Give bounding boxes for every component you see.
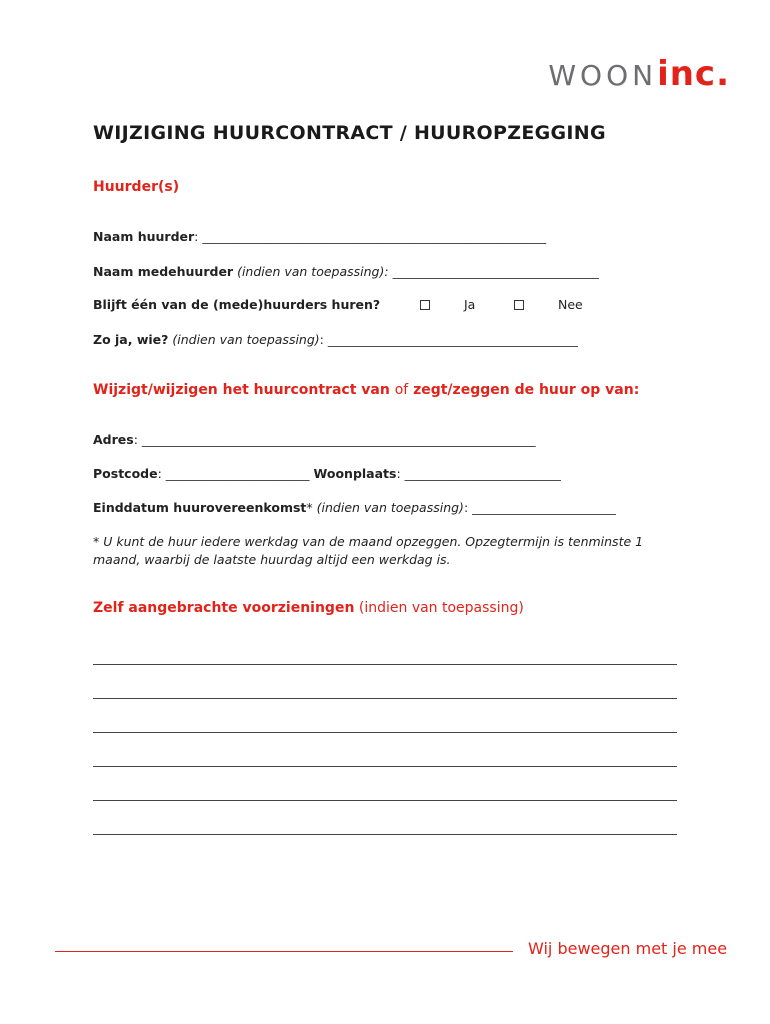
postcode-row (93, 466, 561, 481)
zoja-field[interactable]: ________________________________________ (327, 332, 578, 347)
zoja-hint: (indien van toepassing) (172, 332, 320, 347)
naam-huurder-row (93, 229, 546, 244)
heading-wijzigt: Wijzigt/wijzigen het huurcontract van (93, 382, 390, 398)
zoja-sep: : (319, 332, 324, 347)
adres-label: Adres (93, 432, 134, 447)
zoja-row (93, 332, 578, 347)
nee-checkbox[interactable] (514, 300, 524, 310)
section-wijzigt-heading (93, 382, 639, 398)
wooninc-logo (548, 54, 730, 94)
woonplaats-field[interactable]: _________________________ (404, 466, 561, 481)
einddatum-hint: (indien van toepassing) (316, 500, 464, 515)
postcode-sep: : (157, 466, 162, 481)
footer-divider (55, 951, 513, 952)
voorzieningen-line-3[interactable] (93, 732, 677, 733)
adres-field[interactable]: _______________________________________________________________ (141, 432, 536, 447)
section-voorzieningen-heading (93, 600, 524, 616)
naam-medehuurder-label: Naam medehuurder (93, 264, 234, 279)
voorzieningen-line-1[interactable] (93, 664, 677, 665)
adres-row (93, 432, 536, 447)
logo-suffix: inc. (657, 54, 730, 94)
postcode-label: Postcode (93, 466, 158, 481)
nee-label: Nee (558, 297, 583, 312)
zoja-label: Zo ja, wie? (93, 332, 169, 347)
blijft-huren-label: Blijft één van de (mede)huurders huren? (93, 297, 381, 312)
voorzieningen-line-4[interactable] (93, 766, 677, 767)
naam-medehuurder-hint: (indien van toepassing): (237, 264, 389, 279)
naam-medehuurder-row (93, 264, 599, 279)
heading-zegt: zegt/zeggen de huur op van: (413, 382, 640, 398)
opzegtermijn-note: * U kunt de huur iedere werkdag van de maand opzeggen. Opzegtermijn is tenminste 1 maand, waarbij de laatste huurdag altijd een werkdag is. (93, 534, 644, 567)
einddatum-row (93, 500, 616, 515)
ja-label: Ja (464, 297, 476, 312)
woonplaats-sep: : (396, 466, 401, 481)
einddatum-field[interactable]: _______________________ (472, 500, 616, 515)
voorzieningen-line-5[interactable] (93, 800, 677, 801)
voorzieningen-heading: Zelf aangebrachte voorzieningen (93, 600, 355, 616)
footer-slogan: Wij bewegen met je mee (528, 939, 728, 958)
section-huurders-heading: Huurder(s) (93, 179, 180, 195)
voorzieningen-line-2[interactable] (93, 698, 677, 699)
einddatum-sep: : (463, 500, 469, 515)
ja-checkbox[interactable] (420, 300, 430, 310)
postcode-field[interactable]: _______________________ (165, 466, 310, 481)
naam-huurder-sep: : (194, 229, 199, 244)
voorzieningen-line-6[interactable] (93, 834, 677, 835)
logo-word: WOON (548, 59, 658, 92)
voorzieningen-hint: (indien van toepassing) (358, 600, 524, 616)
page-title: WIJZIGING HUURCONTRACT / HUUROPZEGGING (93, 122, 606, 144)
woonplaats-label: Woonplaats (313, 466, 397, 481)
einddatum-star: * (306, 500, 313, 515)
blijft-huren-question (93, 297, 380, 312)
naam-medehuurder-field[interactable]: _________________________________ (392, 264, 599, 279)
adres-sep: : (133, 432, 138, 447)
einddatum-label: Einddatum huurovereenkomst (93, 500, 307, 515)
naam-huurder-field[interactable]: _______________________________________________________ (202, 229, 547, 244)
heading-of: of (394, 382, 409, 398)
naam-huurder-label: Naam huurder (93, 229, 195, 244)
